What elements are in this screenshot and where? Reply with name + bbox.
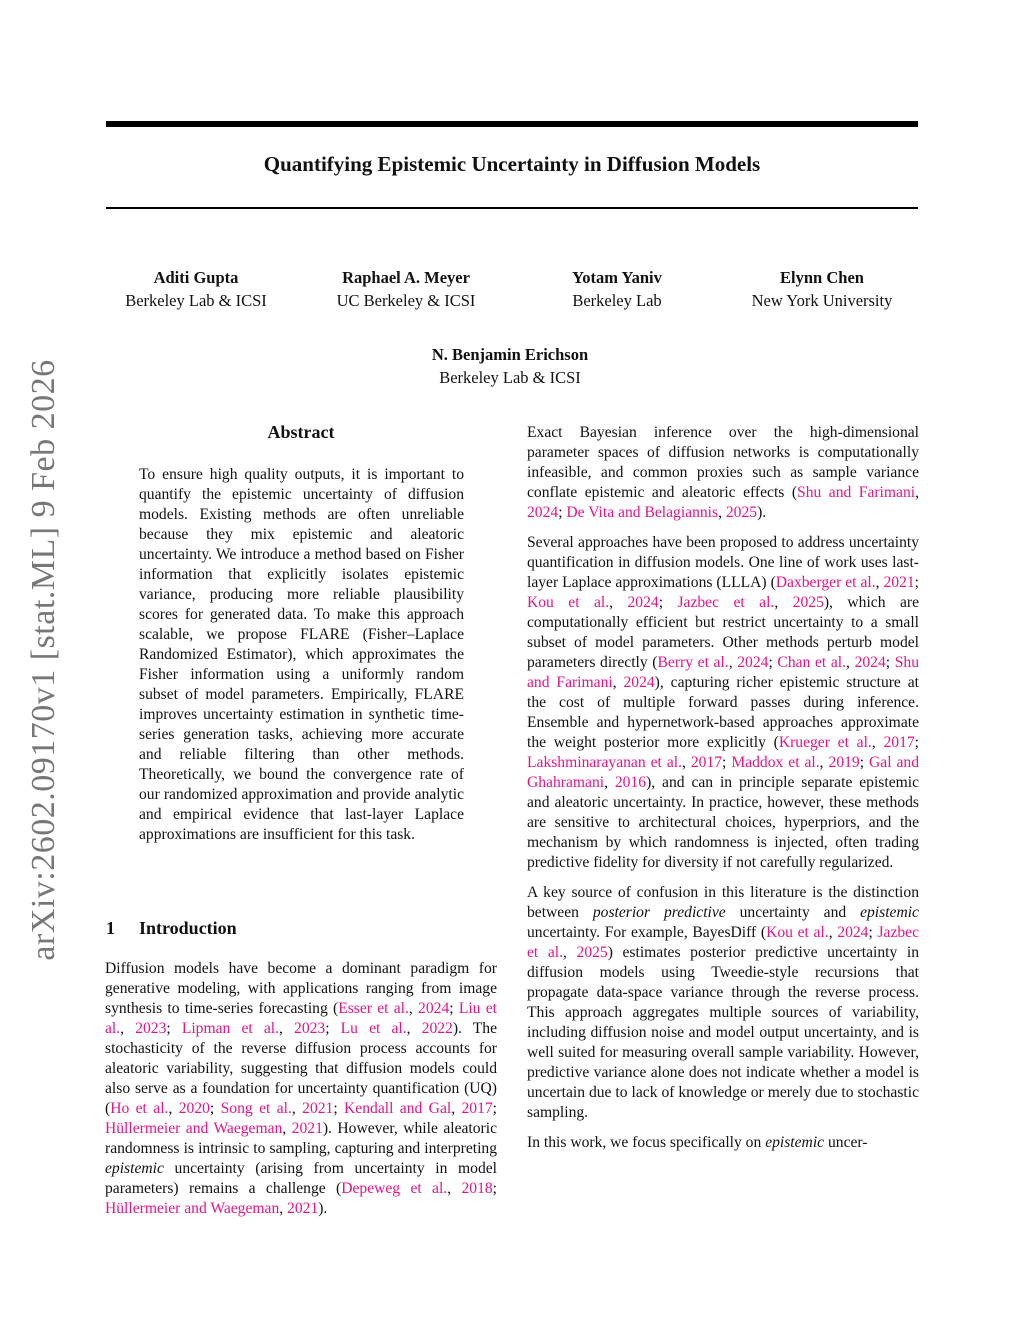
paper-title: Quantifying Epistemic Uncertainty in Diffusion Models (263, 152, 761, 176)
paragraph (527, 423, 919, 523)
body-text: ; (768, 654, 778, 671)
citation-link[interactable]: 2016 (614, 774, 647, 791)
body-text: uncertainty and (725, 904, 861, 921)
body-text: , (819, 754, 829, 771)
citation-link[interactable]: 2024 (837, 924, 869, 941)
citation-link[interactable]: Lipman et al. (181, 1020, 279, 1037)
body-text: ) estimates posterior predictive uncertainty in diffusion models using Tweedie-style recursions that propagate data-space variance through the reverse process. This approach aggregates multiple sources of variability, including diffusion noise and model output uncertainty, and is well suited for measuring overall sample variability. However, predictive variance alone does not indicate whether a model is uncertain due to lack of knowledge or merely due to stochastic sampling. (527, 944, 920, 1121)
citation-link[interactable]: Daxberger et al. (775, 574, 876, 591)
body-text: , (278, 1020, 295, 1037)
body-text: uncertainty. For example, BayesDiff ( (527, 924, 767, 941)
citation-link[interactable]: Hüllermeier and Waegeman (105, 1200, 280, 1217)
body-text: ; (885, 654, 895, 671)
body-text: uncertainty (arising from uncertainty in model parameters) remains a challenge ( (105, 1160, 497, 1197)
citation-link[interactable]: Liu et al. (105, 1000, 497, 1037)
citation-link[interactable]: Chan et al. (777, 654, 847, 671)
body-text: , (875, 574, 884, 591)
body-text: ; (914, 734, 919, 751)
body-text: ; (492, 1180, 497, 1197)
author-block (106, 268, 286, 311)
citation-link[interactable]: 2024 (527, 504, 559, 521)
citation-link[interactable]: Esser et al. (338, 1000, 409, 1017)
body-text: uncer- (824, 1134, 868, 1151)
body-text: ; (333, 1100, 345, 1117)
body-text: ; (868, 924, 878, 941)
citation-link[interactable]: 2025 (792, 594, 824, 611)
body-text: , (612, 674, 624, 691)
body-text: , (718, 504, 726, 521)
body-text: , (915, 484, 919, 501)
emphasis-text: epistemic (765, 1134, 825, 1151)
citation-link[interactable]: 2017 (461, 1100, 493, 1117)
citation-link[interactable]: Kou et al. (527, 594, 610, 611)
paragraph (527, 883, 919, 1123)
title-bottom-rule (106, 207, 918, 209)
citation-link[interactable]: 2021 (287, 1200, 319, 1217)
citation-link[interactable]: 2024 (623, 674, 655, 691)
citation-link[interactable]: 2023 (294, 1020, 326, 1037)
body-text: , (408, 1000, 419, 1017)
citation-link[interactable]: 2020 (178, 1100, 210, 1117)
arxiv-identifier: arXiv:2602.09170v1 [stat.ML] 9 Feb 2026 (25, 359, 62, 961)
body-text: ; (209, 1100, 221, 1117)
author-name: N. Benjamin Erichson (431, 345, 589, 364)
citation-link[interactable]: Shu and Farimani (527, 654, 920, 691)
citation-link[interactable]: De Vita and Belagiannis (566, 504, 719, 521)
section-heading-introduction (106, 918, 496, 939)
citation-link[interactable]: 2017 (690, 754, 723, 771)
paragraph (527, 533, 919, 873)
author-affiliation: Berkeley Lab & ICSI (125, 291, 267, 310)
body-text: ; (449, 1000, 459, 1017)
body-text: Diffusion models have become a dominant paradigm for generative modeling, with applications ranging from image synthesis to time-series forecasting ( (105, 960, 497, 1017)
author-block (527, 268, 707, 311)
citation-link[interactable]: Krueger et al. (778, 734, 872, 751)
author-affiliation: New York University (751, 291, 893, 310)
body-text: , (828, 924, 838, 941)
citation-link[interactable]: Maddox et al. (731, 754, 820, 771)
author-name: Yotam Yaniv (572, 268, 662, 287)
body-text: ; (558, 504, 567, 521)
citation-link[interactable]: Depeweg et al. (341, 1180, 448, 1197)
intro-right-column (527, 423, 919, 1163)
body-text: ; (859, 754, 870, 771)
citation-link[interactable]: Kendall and Gal (344, 1100, 452, 1117)
citation-link[interactable]: Song et al. (220, 1100, 292, 1117)
author-block (316, 268, 496, 311)
emphasis-text: epistemic (860, 904, 919, 921)
citation-link[interactable]: Lakshminarayanan et al. (527, 754, 682, 771)
author-affiliation: Berkeley Lab (572, 291, 662, 310)
body-text: ). (757, 504, 767, 521)
author-block (727, 268, 917, 311)
author-affiliation: UC Berkeley & ICSI (336, 291, 476, 310)
abstract-heading: Abstract (267, 422, 335, 442)
body-text: A key source of confusion in this literature is the distinction between (527, 884, 919, 921)
body-text: , (563, 944, 577, 961)
body-text: ), and can in principle separate epistemic and aleatoric uncertainty. In practice, however, these methods are sensitive to architectural choices, hyperpriors, and the mechanism by which randomness is injected, often trading predictive fidelity for diversity if not carefully regularized. (527, 774, 920, 871)
citation-link[interactable]: 2024 (418, 1000, 450, 1017)
citation-link[interactable]: 2025 (576, 944, 608, 961)
citation-link[interactable]: Jazbec et al. (677, 594, 775, 611)
citation-link[interactable]: 2024 (627, 594, 659, 611)
citation-link[interactable]: Hüllermeier and Waegeman (105, 1120, 283, 1137)
author-block (390, 345, 630, 388)
citation-link[interactable]: Jazbec et al. (527, 924, 920, 961)
author-affiliation: Berkeley Lab & ICSI (439, 368, 581, 387)
emphasis-text: posterior predictive (592, 904, 726, 921)
body-text: , (447, 1180, 462, 1197)
body-text: , (728, 654, 738, 671)
citation-link[interactable]: 2025 (725, 504, 758, 521)
title-top-rule (106, 121, 918, 127)
paragraph (105, 959, 497, 1219)
citation-link[interactable]: 2022 (421, 1020, 453, 1037)
citation-link[interactable]: Ho et al. (110, 1100, 169, 1117)
section-title: Introduction (139, 918, 237, 938)
body-text: In this work, we focus specifically on (527, 1134, 766, 1151)
body-text: , (279, 1200, 288, 1217)
body-text: ; (325, 1020, 341, 1037)
citation-link[interactable]: 2021 (302, 1100, 334, 1117)
body-text: Exact Bayesian inference over the high-dimensional parameter spaces of diffusion networks is computationally infeasible, and common proxies such as sample variance conflate epistemic and aleatoric effects ( (527, 424, 919, 501)
body-text: , (681, 754, 691, 771)
citation-link[interactable]: 2017 (883, 734, 915, 751)
body-text: , (120, 1020, 136, 1037)
body-text: ), capturing richer epistemic structure at the cost of multiple forward passes during inference. Ensemble and hypernetwork-based approaches approximate the weight posterior more explicitly ( (527, 674, 919, 751)
body-text: , (846, 654, 855, 671)
body-text: , (871, 734, 884, 751)
author-name: Elynn Chen (780, 268, 864, 287)
body-text: ). However, while aleatoric randomness is intrinsic to sampling, capturing and interpreting (105, 1120, 498, 1157)
author-name: Raphael A. Meyer (342, 268, 470, 287)
body-text: , (168, 1100, 179, 1117)
body-text: Several approaches have been proposed to address uncertainty quantification in diffusion models. One line of work uses last-layer Laplace approximations (LLLA) ( (527, 534, 919, 591)
citation-link[interactable]: 2023 (135, 1020, 167, 1037)
paragraph (527, 1133, 919, 1153)
body-text: , (604, 774, 615, 791)
body-text: ; (722, 754, 732, 771)
citation-link[interactable]: 2024 (854, 654, 886, 671)
body-text: , (282, 1120, 292, 1137)
body-text: ; (914, 574, 919, 591)
citation-link[interactable]: 2021 (883, 574, 915, 591)
body-text: ), which are computationally efficient but restrict uncertainty to a small subset of model parameters. Other methods perturb model parameters directly ( (527, 594, 919, 671)
citation-link[interactable]: 2024 (737, 654, 769, 671)
body-text: , (774, 594, 793, 611)
body-text: , (609, 594, 628, 611)
citation-link[interactable]: Lu et al. (340, 1020, 407, 1037)
citation-link[interactable]: Gal and Ghahramani (527, 754, 920, 791)
emphasis-text: epistemic (105, 1160, 164, 1177)
section-number: 1 (106, 918, 115, 938)
citation-link[interactable]: 2018 (461, 1180, 493, 1197)
citation-link[interactable]: Berry et al. (657, 654, 729, 671)
body-text: ; (658, 594, 678, 611)
body-text: ; (166, 1020, 182, 1037)
body-text: ; (492, 1100, 498, 1117)
author-name: Aditi Gupta (153, 268, 239, 287)
body-text: ). The stochasticity of the reverse diffusion process accounts for aleatoric variability, suggesting that diffusion models could also serve as a foundation for uncertainty quantification (UQ) ( (105, 1020, 498, 1117)
body-text: , (406, 1020, 422, 1037)
citation-link[interactable]: Shu and Farimani (797, 484, 916, 501)
body-text: ). (318, 1200, 328, 1217)
intro-left-column (105, 959, 497, 1229)
citation-link[interactable]: 2019 (828, 754, 860, 771)
body-text: , (451, 1100, 462, 1117)
abstract-body: To ensure high quality outputs, it is important to quantify the epistemic uncertainty of diffusion models. Existing methods are often unreliable because they mix epistemic and aleatoric uncertainty. We introduce a method based on Fisher information that explicitly isolates epistemic variance, producing more reliable plausibility scores for generated data. To make this approach scalable, we propose FLARE (Fisher–Laplace Randomized Estimator), which approximates the Fisher information using a uniformly random subset of model parameters. Empirically, FLARE improves uncertainty estimation in synthetic time-series generation tasks, achieving more accurate and reliable filtering than other methods. Theoretically, we bound the convergence rate of our randomized approximation and provide analytic and empirical evidence that last-layer Laplace approximations are insufficient for this task. (139, 466, 464, 843)
citation-link[interactable]: Kou et al. (766, 924, 829, 941)
citation-link[interactable]: 2021 (291, 1120, 323, 1137)
body-text: , (291, 1100, 303, 1117)
